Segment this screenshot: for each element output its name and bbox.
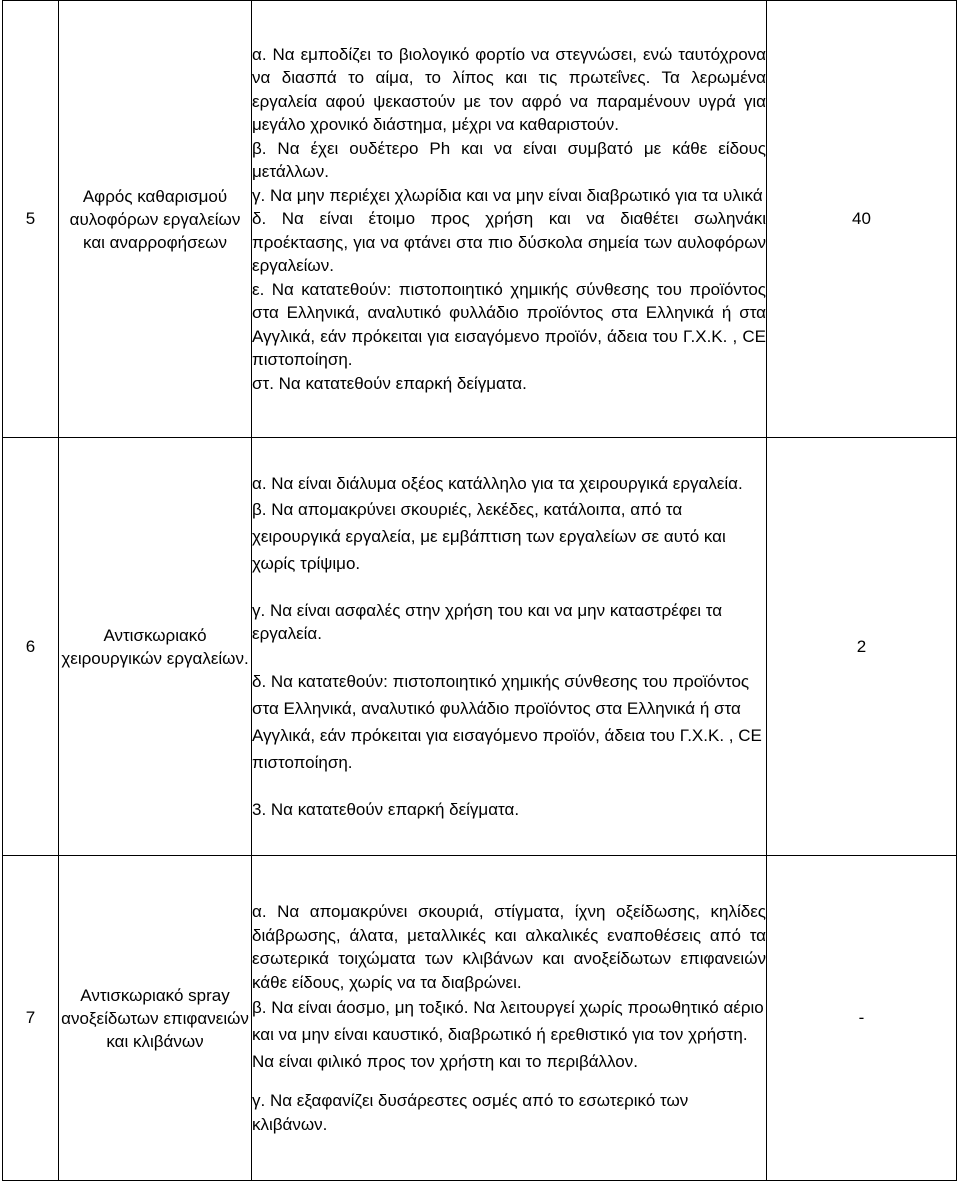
requirements-cell: [252, 438, 767, 856]
requirement-item: β. Να είναι άοσμο, μη τοξικό. Να λειτουργεί χωρίς προωθητικό αέριο και να μην είναι καυστικό, διαβρωτικό ή ερεθιστικό για τον χρήστη. Να είναι φιλικό προς τον χρήστη και το περιβάλλον.: [252, 998, 764, 1071]
quantity: 2: [767, 438, 957, 856]
requirement-item: β. Να απομακρύνει σκουριές, λεκέδες, κατάλοιπα, από τα χειρουργικά εργαλεία, με εμβάπτιση των εργαλείων σε αυτό και χωρίς τρίψιμο.: [252, 499, 726, 573]
requirement-item: γ. Να είναι ασφαλές στην χρήση του και να μην καταστρέφει τα εργαλεία.: [252, 600, 723, 643]
requirement-item: δ. Να κατατεθούν: πιστοποιητικό χημικής σύνθεσης του προϊόντος στα Ελληνικά, αναλυτικό φυλλάδιο προϊόντος στα Ελληνικά ή στα Αγγλικά, εάν πρόκειται για εισαγόμενο προϊόν, άδεια του Γ.Χ.Κ. , CE πιστοποίηση.: [252, 671, 762, 772]
row-number: 6: [3, 438, 59, 856]
quantity: 40: [767, 1, 957, 438]
row-number: 5: [3, 1, 59, 438]
requirements-cell: [252, 856, 767, 1181]
table-row: [3, 438, 957, 856]
requirement-item: ε. Να κατατεθούν: πιστοποιητικό χημικής σύνθεσης του προϊόντος στα Ελληνικά, αναλυτικό φυλλάδιο προϊόντος στα Ελληνικά ή στα Αγγλικά, εάν πρόκειται για εισαγόμενο προϊόν, άδεια του Γ.Χ.Κ. , CE πιστοποίηση.: [252, 279, 766, 370]
requirement-item: α. Να απομακρύνει σκουριά, στίγματα, ίχνη οξείδωσης, κηλίδες διάβρωσης, άλατα, μεταλλικές και αλκαλικές εναποθέσεις από τα εσωτερικά τοιχώματα των κλιβάνων και ανοξείδωτων επιφανειών κάθε είδους, χωρίς να τα διαβρώνει.: [252, 902, 766, 992]
product-name: Αφρός καθαρισμού αυλοφόρων εργαλείων και αναρροφήσεων: [59, 1, 252, 438]
product-name: Αντισκωριακό spray ανοξείδωτων επιφανειών και κλιβάνων: [59, 856, 252, 1181]
quantity: -: [767, 856, 957, 1181]
requirement-item: α. Να εμποδίζει το βιολογικό φορτίο να στεγνώσει, ενώ ταυτόχρονα να διασπά το αίμα, το λίπος και τις πρωτεΐνες. Τα λερωμένα εργαλεία αφού ψεκαστούν με τον αφρό να παραμένουν υγρά για μεγάλο χρονικό διάστημα, μέχρι να καθαριστούν.: [252, 44, 766, 135]
requirement-item: γ. Να μην περιέχει χλωρίδια και να μην είναι διαβρωτικό για τα υλικά: [252, 185, 763, 205]
requirement-item: δ. Να είναι έτοιμο προς χρήση και να διαθέτει σωληνάκι προέκτασης, για να φτάνει στα πιο δύσκολα σημεία των αυλοφόρων εργαλείων.: [252, 209, 766, 276]
product-name: Αντισκωριακό χειρουργικών εργαλείων.: [59, 438, 252, 856]
specifications-table: [2, 0, 957, 1181]
requirement-item: γ. Να εξαφανίζει δυσάρεστες οσμές από το εσωτερικό των κλιβάνων.: [252, 1091, 689, 1134]
requirement-item: α. Να είναι διάλυμα οξέος κατάλληλο για τα χειρουργικά εργαλεία.: [252, 474, 743, 493]
table-row: [3, 856, 957, 1181]
requirement-item: β. Να έχει ουδέτερο Ph και να είναι συμβατό με κάθε είδους μετάλλων.: [252, 138, 766, 182]
requirement-item: 3. Να κατατεθούν επαρκή δείγματα.: [252, 799, 520, 819]
requirements-cell: [252, 1, 767, 438]
table-row: [3, 1, 957, 438]
requirement-item: στ. Να κατατεθούν επαρκή δείγματα.: [252, 373, 527, 393]
row-number: 7: [3, 856, 59, 1181]
